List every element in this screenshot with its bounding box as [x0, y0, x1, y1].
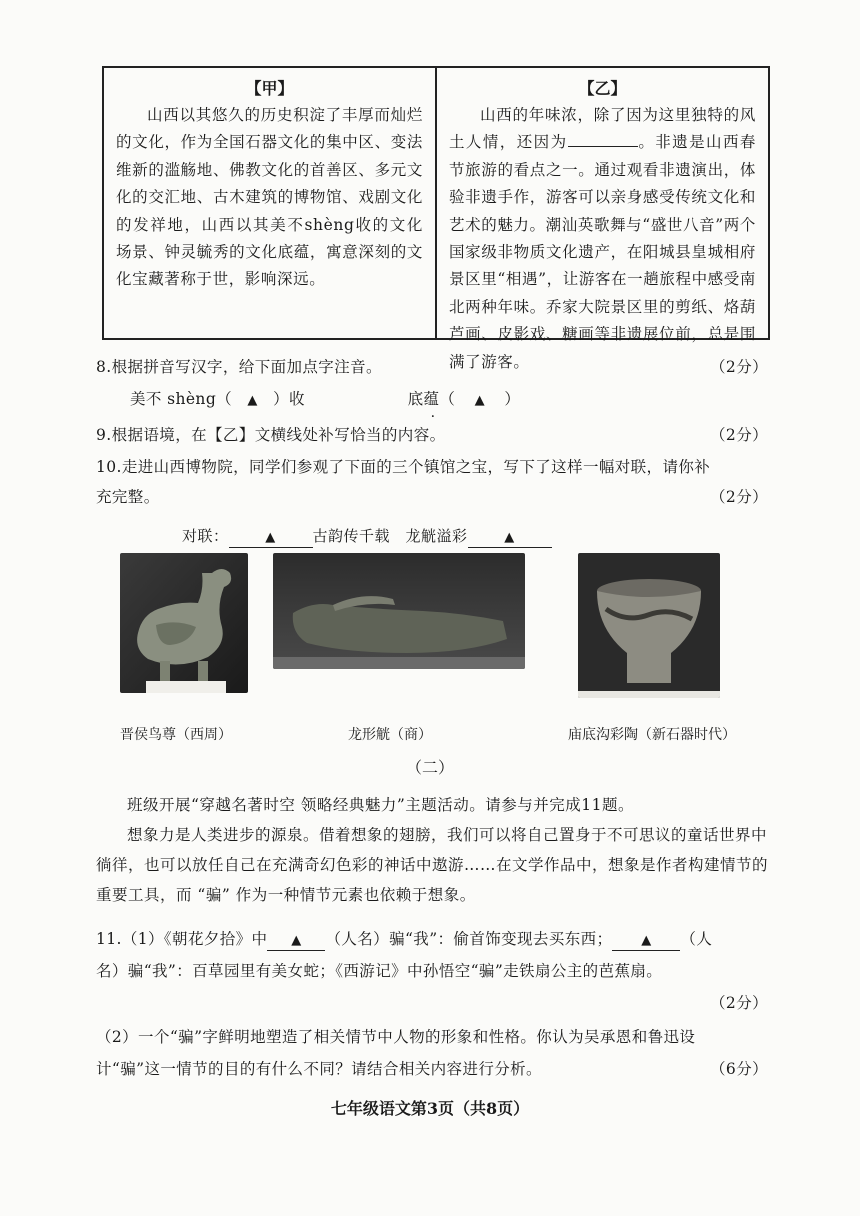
answer-mark: ▲: [641, 933, 652, 948]
caption-pottery: 庙底沟彩陶（新石器时代）: [568, 727, 736, 743]
bird-zun-photo: [120, 553, 248, 693]
question-9: [96, 420, 768, 450]
section-heading: （二）: [405, 758, 454, 777]
q8-item-b-end: ）: [504, 390, 521, 408]
dragon-gong-photo: [273, 553, 525, 669]
question-11-part1: [96, 924, 768, 954]
page-footer: 七年级语文第3页（共8页）: [330, 1099, 530, 1118]
couplet-blank-2[interactable]: [468, 527, 552, 548]
q11-blank-1[interactable]: [267, 930, 325, 951]
passage-yi-title: 【乙】: [578, 79, 627, 98]
q11-text-a: 11.（1）《朝花夕拾》中: [96, 930, 268, 948]
q11-part2-line2: 计“骗”这一情节的目的有什么不同？请结合相关内容进行分析。: [96, 1060, 542, 1078]
q8-item-b-paren: （: [439, 390, 456, 408]
activity-intro: 班级开展“穿越名著时空 领略经典魅力”主题活动。请参与并完成11题。: [127, 796, 635, 814]
caption-dragon-gong: 龙形觥（商）: [348, 727, 432, 743]
question-11-part2: [96, 1054, 768, 1084]
fill-blank[interactable]: [568, 130, 638, 147]
question-10-line2: 充完整。: [96, 488, 160, 506]
q8-item-a-end: ）收: [273, 390, 305, 408]
q11-text-b: （人名）骗“我”：偷首饰变现去买东西；: [325, 930, 613, 948]
answer-mark: ▲: [504, 530, 515, 545]
passage-jia: [104, 68, 437, 338]
q8-dotted-char: 蕴: [423, 390, 440, 408]
couplet: [182, 523, 552, 549]
couplet-label: 对联：: [182, 527, 229, 545]
q11-blank-2[interactable]: [612, 930, 680, 951]
caption-bird-zun: 晋侯鸟尊（西周）: [120, 727, 232, 743]
q11-text-c: （人: [680, 930, 713, 948]
q8-item-a: 美不 shèng（: [130, 390, 233, 408]
question-10-line1: 10.走进山西博物院，同学们参观了下面的三个镇馆之宝，写下了这样一幅对联，请你补: [96, 458, 711, 476]
question-8-items: [130, 384, 768, 416]
question-9-score: （2分）: [710, 426, 768, 444]
answer-mark: ▲: [291, 933, 302, 948]
answer-mark: ▲: [474, 393, 486, 408]
question-10-score: （2分）: [710, 488, 768, 506]
passage-jia-text: 山西以其悠久的历史积淀了丰厚而灿烂的文化，作为全国石器文化的集中区、变法维新的滥觞地、佛教文化的首善区、多元文化的交汇地、古木建筑的博物馆、戏剧文化的发祥地，山西以其美不shèng收的文化场景、钟灵毓秀的文化底蕴，寓意深刻的文化宝藏著称于世，影响深远。: [116, 106, 423, 289]
question-10: [96, 452, 768, 512]
q11-text-d: 名）骗“我”：百草园里有美女蛇；《西游记》中孙悟空“骗”走铁扇公主的芭蕉扇。: [96, 962, 663, 980]
question-8: [96, 352, 768, 382]
imagination-passage: 想象力是人类进步的源泉。借着想象的翅膀，我们可以将自己置身于不可思议的童话世界中徜徉，也可以放任自己在充满奇幻色彩的神话中遨游……在文学作品中，想象是作者构建情节的重要工具，而 “骗” 作为一种情节元素也依赖于想象。: [96, 826, 769, 904]
answer-mark: ▲: [247, 393, 258, 408]
passage-yi-text-a: 山西的年味浓，除了因为这里独特的风土人情，还因为: [449, 106, 756, 152]
question-11-1-score: （2分）: [710, 994, 768, 1012]
passage-jia-title: 【甲】: [245, 79, 294, 98]
question-9-text: 9.根据语境，在【乙】文横线处补写恰当的内容。: [96, 426, 446, 444]
answer-mark: ▲: [265, 530, 276, 545]
question-8-score: （2分）: [710, 358, 768, 376]
couplet-blank-1[interactable]: [229, 527, 313, 548]
question-11-2-score: （6分）: [710, 1060, 768, 1078]
q11-part2-line1: （2）一个“骗”字鲜明地塑造了相关情节中人物的形象和性格。你认为吴承恩和鲁迅设: [96, 1028, 696, 1046]
painted-pottery-photo: [578, 553, 720, 698]
passage-yi-text: [449, 102, 756, 376]
passage-yi-text-b: 。非遗是山西春节旅游的看点之一。通过观看非遗演出，体验非遗手作，游客可以亲身感受传统文化和艺术的魅力。潮汕英歌舞与“盛世八音”两个国家级非物质文化遗产，在阳城县皇城相府景区里“相遇”，让游客在一趟旅程中感受南北两种年味。乔家大院景区里的剪纸、烙葫芦画、皮影戏、糖画等非遗展位前，总是围满了游客。: [449, 133, 756, 371]
question-8-text: 8.根据拼音写汉字，给下面加点字注音。: [96, 358, 382, 376]
couplet-middle: 古韵传千载 龙觥溢彩: [312, 527, 468, 545]
q8-item-b: 底: [407, 390, 424, 408]
